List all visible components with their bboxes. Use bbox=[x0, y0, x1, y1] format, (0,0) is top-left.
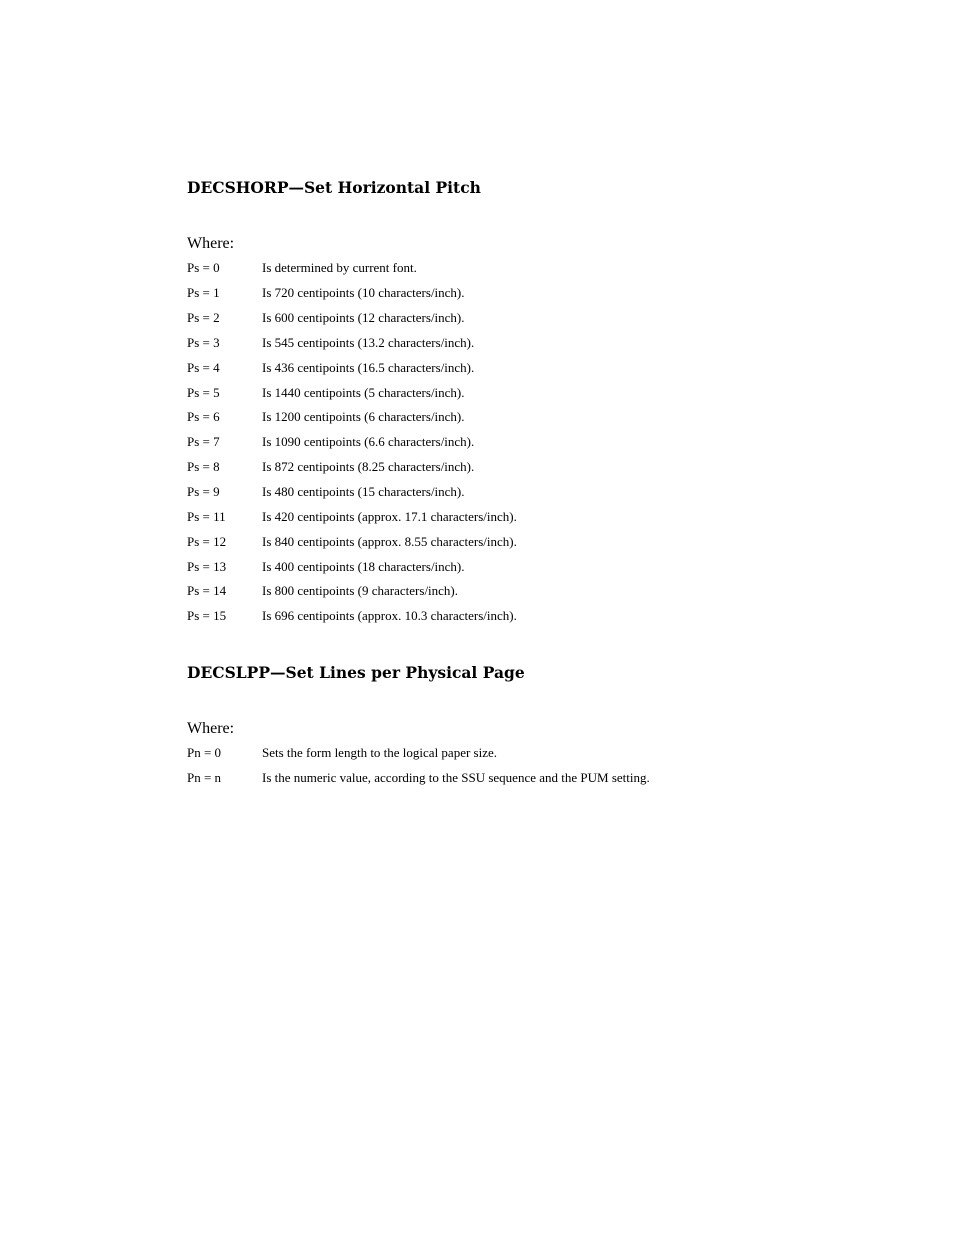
parameter-row bbox=[187, 504, 887, 529]
parameter-description: Is 696 centipoints (approx. 10.3 characters/inch). bbox=[262, 608, 517, 624]
parameter-key: Pn = 0 bbox=[187, 745, 222, 761]
parameter-description: Is 600 centipoints (12 characters/inch). bbox=[262, 310, 465, 326]
parameter-key: Pn = n bbox=[187, 770, 222, 786]
parameter-key: Ps = 12 bbox=[187, 533, 227, 549]
parameter-description: Is 480 centipoints (15 characters/inch). bbox=[262, 484, 465, 500]
parameter-row bbox=[187, 766, 887, 791]
parameter-row bbox=[187, 741, 887, 766]
parameter-key: Ps = 11 bbox=[187, 508, 226, 524]
parameter-description: Is 400 centipoints (18 characters/inch). bbox=[262, 558, 465, 574]
parameter-key: Ps = 9 bbox=[187, 484, 220, 500]
parameter-row bbox=[187, 554, 887, 579]
parameter-description: Is 1440 centipoints (5 characters/inch). bbox=[262, 384, 465, 400]
parameter-description: Is 545 centipoints (13.2 characters/inch). bbox=[262, 334, 475, 350]
parameter-description: Is 420 centipoints (approx. 17.1 characters/inch). bbox=[262, 508, 517, 524]
parameter-key: Ps = 3 bbox=[187, 334, 220, 350]
parameter-row bbox=[187, 480, 887, 505]
parameter-description: Is 840 centipoints (approx. 8.55 characters/inch). bbox=[262, 533, 517, 549]
parameter-row bbox=[187, 455, 887, 480]
parameter-description: Is 1090 centipoints (6.6 characters/inch). bbox=[262, 434, 475, 450]
parameter-description: Is the numeric value, according to the SSU sequence and the PUM setting. bbox=[262, 770, 650, 786]
parameter-description: Is 872 centipoints (8.25 characters/inch). bbox=[262, 459, 475, 475]
parameter-row bbox=[187, 256, 887, 281]
section-title: DECSLPP—Set Lines per Physical Page bbox=[187, 663, 525, 682]
parameter-row bbox=[187, 281, 887, 306]
parameter-key: Ps = 1 bbox=[187, 285, 220, 301]
parameter-key: Ps = 2 bbox=[187, 310, 220, 326]
parameter-description: Is 1200 centipoints (6 characters/inch). bbox=[262, 409, 465, 425]
parameter-key: Ps = 8 bbox=[187, 459, 220, 475]
parameter-key: Ps = 6 bbox=[187, 409, 220, 425]
parameter-description: Is determined by current font. bbox=[262, 260, 417, 276]
parameter-row bbox=[187, 355, 887, 380]
parameter-row bbox=[187, 529, 887, 554]
parameter-key: Ps = 0 bbox=[187, 260, 220, 276]
parameter-key: Ps = 7 bbox=[187, 434, 220, 450]
parameter-row bbox=[187, 604, 887, 629]
parameter-row bbox=[187, 306, 887, 331]
parameter-list bbox=[187, 741, 887, 791]
parameter-row bbox=[187, 430, 887, 455]
parameter-row bbox=[187, 380, 887, 405]
section-decshorp bbox=[187, 178, 887, 629]
section-decslpp bbox=[187, 663, 887, 791]
section-title: DECSHORP—Set Horizontal Pitch bbox=[187, 178, 481, 197]
where-label: Where: bbox=[187, 720, 235, 737]
parameter-list bbox=[187, 256, 887, 629]
parameter-row bbox=[187, 579, 887, 604]
parameter-key: Ps = 13 bbox=[187, 558, 227, 574]
parameter-key: Ps = 4 bbox=[187, 359, 220, 375]
parameter-key: Ps = 14 bbox=[187, 583, 227, 599]
where-label: Where: bbox=[187, 235, 235, 252]
parameter-description: Is 800 centipoints (9 characters/inch). bbox=[262, 583, 459, 599]
parameter-description: Is 720 centipoints (10 characters/inch). bbox=[262, 285, 465, 301]
parameter-row bbox=[187, 405, 887, 430]
parameter-row bbox=[187, 331, 887, 356]
parameter-key: Ps = 15 bbox=[187, 608, 227, 624]
parameter-description: Sets the form length to the logical paper size. bbox=[262, 745, 498, 761]
parameter-description: Is 436 centipoints (16.5 characters/inch). bbox=[262, 359, 475, 375]
parameter-key: Ps = 5 bbox=[187, 384, 220, 400]
